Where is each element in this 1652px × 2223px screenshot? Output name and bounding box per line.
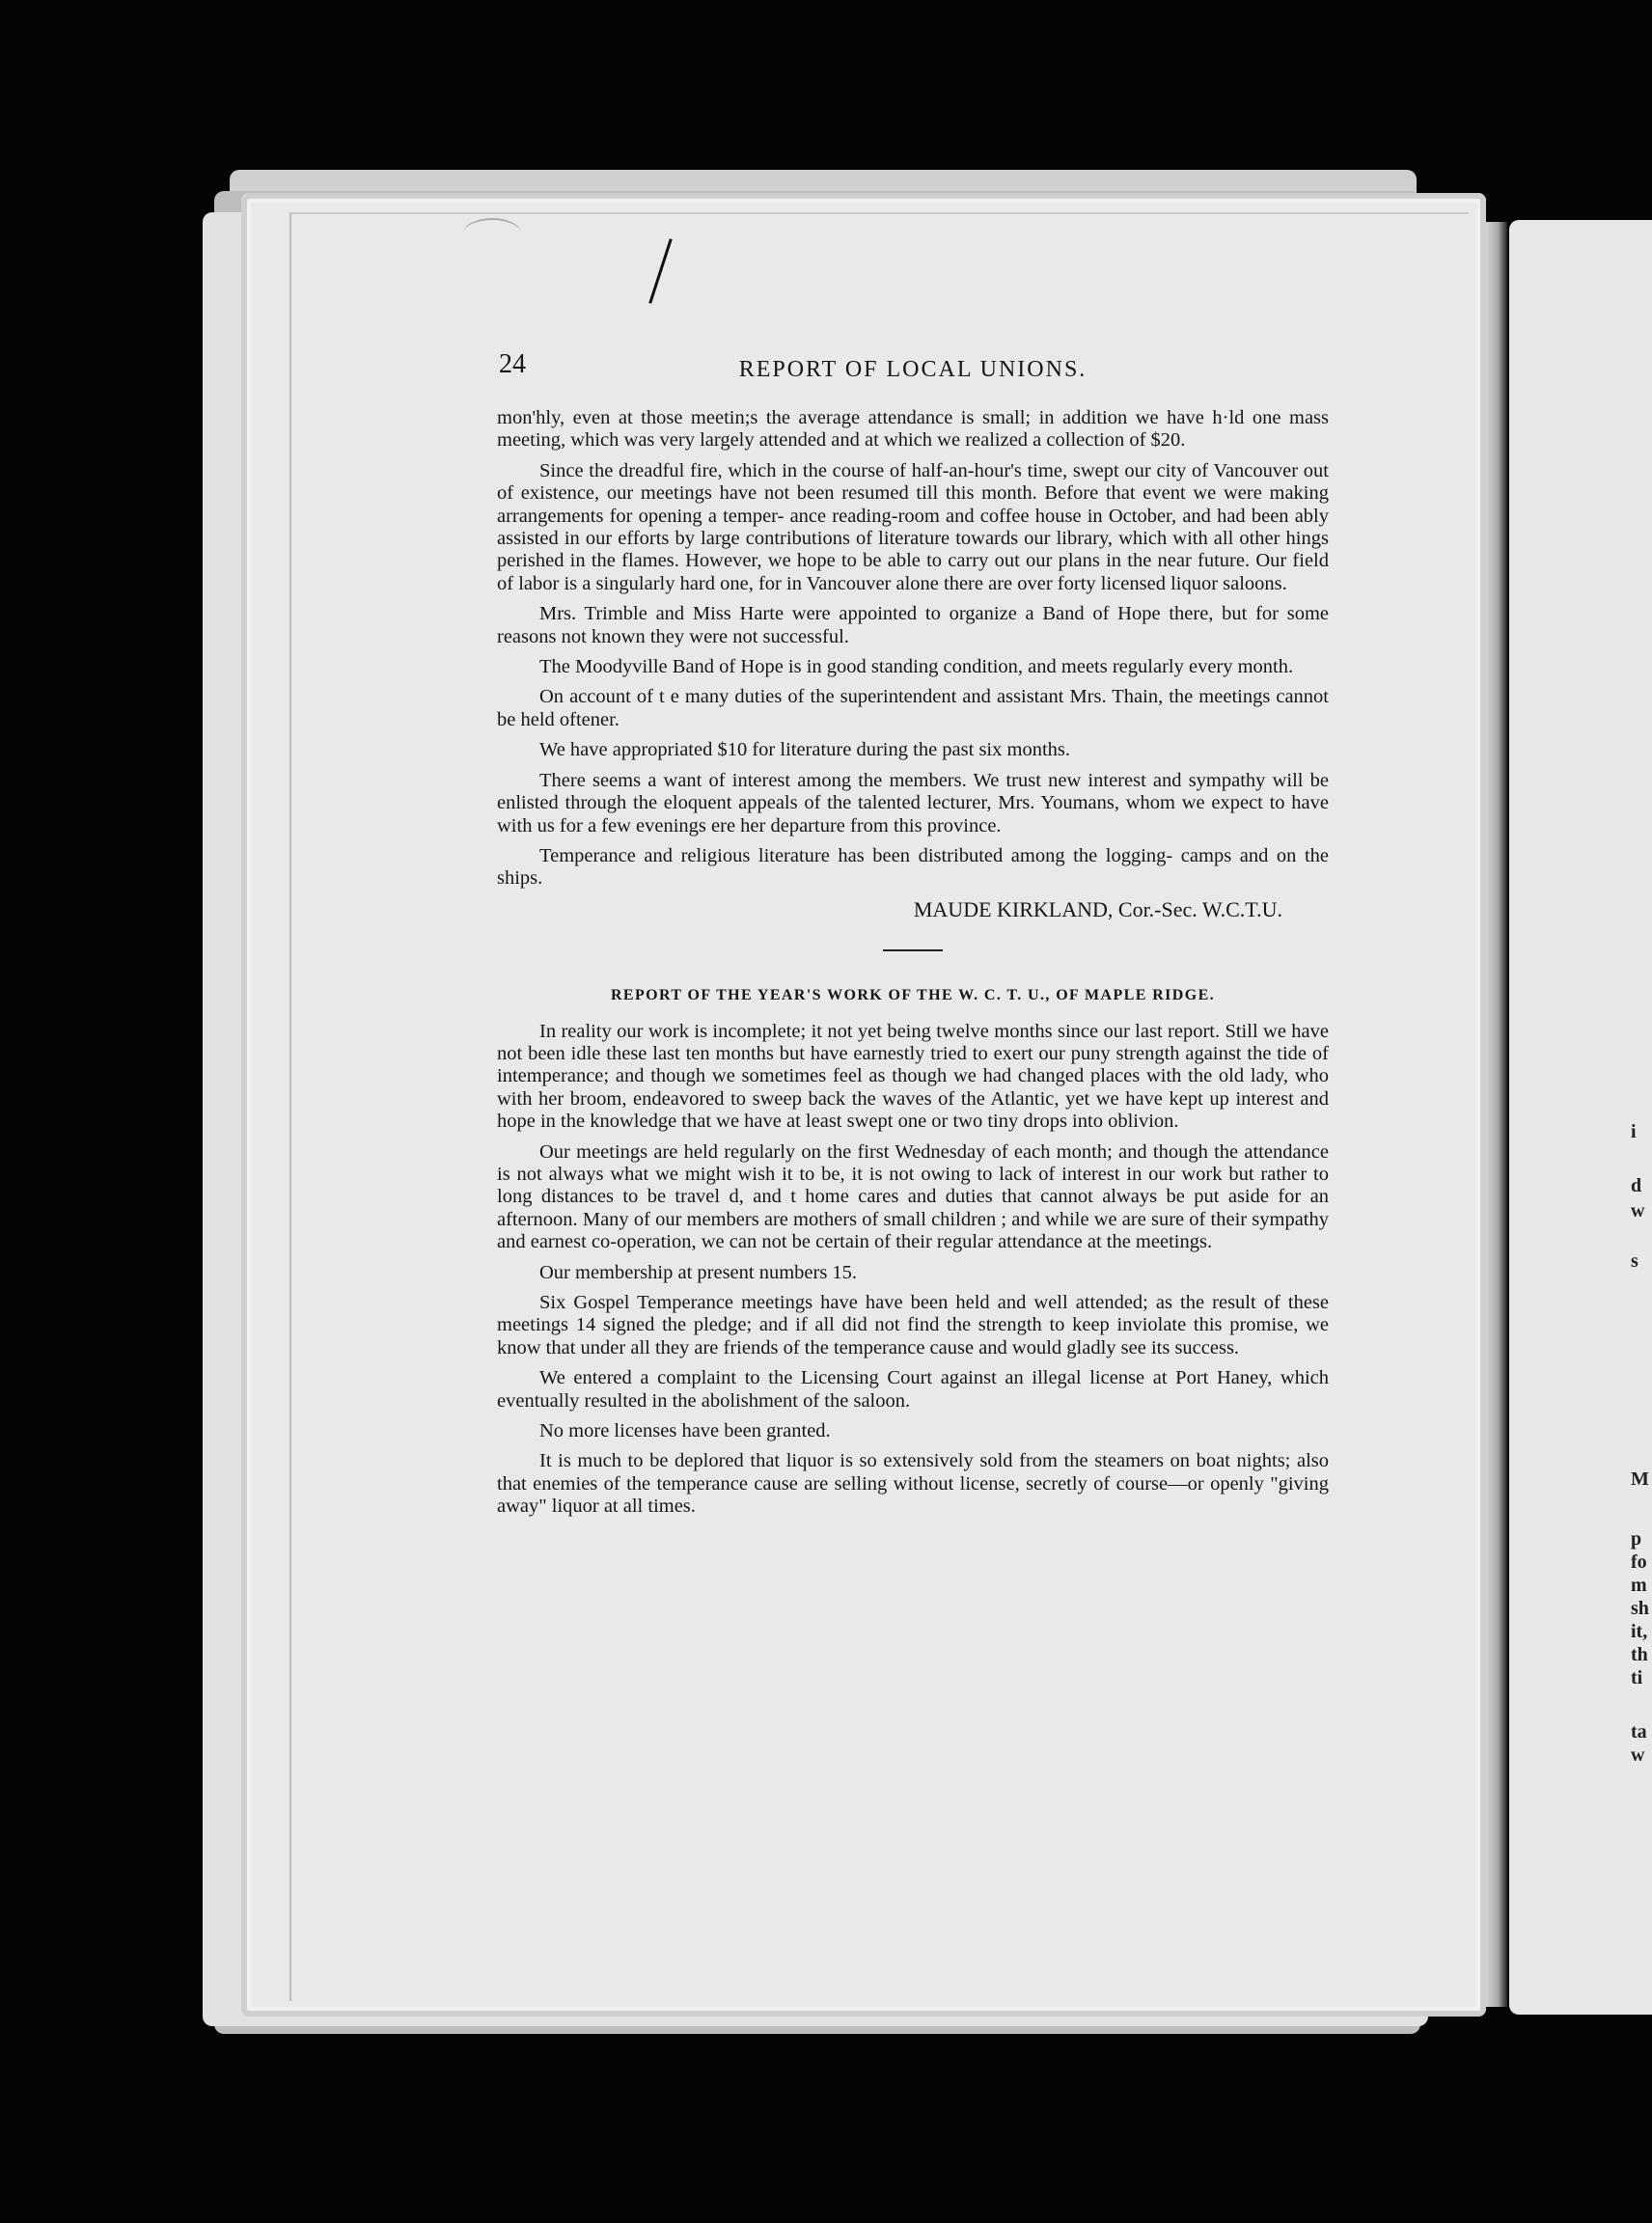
text-fragment: w [1631,1200,1645,1221]
text-fragment: i [1631,1121,1637,1142]
text-fragment: p [1631,1528,1642,1550]
paragraph: The Moodyville Band of Hope is in good standing condition, and meets regularly every month. [539,656,1294,678]
paragraph: We entered a complaint to the Licensing Court against an illegal license at Port Haney, which eventually resulted in the abolishment of the saloon. [497,1367,1329,1412]
paragraph: Since the dreadful fire, which in the course of half-an-hour's time, swept our city of Vancouver out of existence, our meetings have not been resumed till this month. Before that event we were making arrangements for opening a temper- ance reading-room and coffee house in October, and had been ably assisted in our efforts by large contributions of literature towards our library, which with all other hings perished in the flames. However, we hope to be able to carry out our plans in the near future. Our field of labor is a singularly hard one, for in Vancouver alone there are over forty licensed liquor saloons. [497,459,1329,594]
paragraph: In reality our work is incomplete; it not yet being twelve months since our last report. Still we have not been idle these last ten months but have earnestly tried to exert our puny strength against the tide of intemperance; and though we sometimes feel as though we had changed places with the old lady, who with her broom, endeavored to sweep back the waves of the Atlantic, yet we have kept up interest and hope in the knowledge that we have at least swept one or two tiny drops into oblivion. [497,1020,1329,1133]
page-header [497,345,1329,407]
text-fragment: s [1631,1250,1638,1272]
pencil-mark [463,218,521,249]
gutter-shadow [1484,222,1507,2007]
paragraph: Our meetings are held regularly on the first Wednesday of each month; and though the attendance is not always what we might wish it to be, it is not owing to lack of interest in our work but rather to long distances to be travel d, and t home cares and duties that cannot always be put aside for an afternoon. Many of our members are mothers of small children ; and while we are sure of their sympathy and earnest co-operation, we can not be certain of their regular attendance at the meetings. [497,1140,1329,1253]
paragraph: Temperance and religious literature has been distributed among the logging- camps and on the ships. [497,844,1329,890]
paragraph: No more licenses have been granted. [539,1420,831,1442]
facing-page-text [1631,0,1652,2223]
paragraph: There seems a want of interest among the members. We trust new interest and sympathy will be enlisted through the eloquent appeals of the talented lecturer, Mrs. Youmans, whom we expect to have with us for a few evenings ere her departure from this province. [497,769,1329,837]
page-number: 24 [499,349,526,379]
running-head: REPORT OF LOCAL UNIONS. [738,357,1088,382]
page-text [497,345,1329,1526]
text-fragment: ta [1631,1721,1647,1743]
text-fragment: ti [1631,1667,1643,1688]
paragraph: Our membership at present numbers 15. [539,1261,858,1283]
text-fragment: m [1631,1575,1647,1596]
paragraph: We have appropriated $10 for literature during the past six months. [539,739,1070,761]
paragraph: Six Gospel Temperance meetings have have been held and well attended; as the result of these meetings 14 signed the pledge; and if all did not find the strength to keep inviolate this promise, we know that under all they are friends of the temperance cause and would gladly see its success. [497,1292,1329,1358]
section-divider [883,949,943,951]
text-fragment: d [1631,1175,1642,1196]
paragraph: It is much to be deplored that liquor is so extensively sold from the steamers on boat nights; also that enemies of the temperance cause are selling without license, secretly of course—or openly "giving away" liquor at all times. [497,1450,1329,1518]
section-title: REPORT OF THE YEAR'S WORK OF THE W. C. T. U., OF MAPLE RIDGE. [610,987,1216,1004]
paragraph: mon'hly, even at those meetin;s the average attendance is small; in addition we have h·ld one mass meeting, which was very largely attended and at which we realized a collection of $20. [497,407,1329,452]
paragraph: Mrs. Trimble and Miss Harte were appointed to organize a Band of Hope there, but for some reasons not known they were not successful. [497,603,1329,647]
text-fragment: th [1631,1644,1648,1665]
text-fragment: w [1631,1744,1645,1766]
signature: MAUDE KIRKLAND, Cor.-Sec. W.C.T.U. [913,896,1282,921]
text-fragment: M [1631,1468,1649,1490]
paragraph: On account of t e many duties of the superintendent and assistant Mrs. Thain, the meetings cannot be held oftener. [497,686,1329,730]
text-fragment: sh [1631,1598,1649,1619]
text-fragment: it, [1631,1621,1648,1642]
text-fragment: fo [1631,1551,1647,1573]
